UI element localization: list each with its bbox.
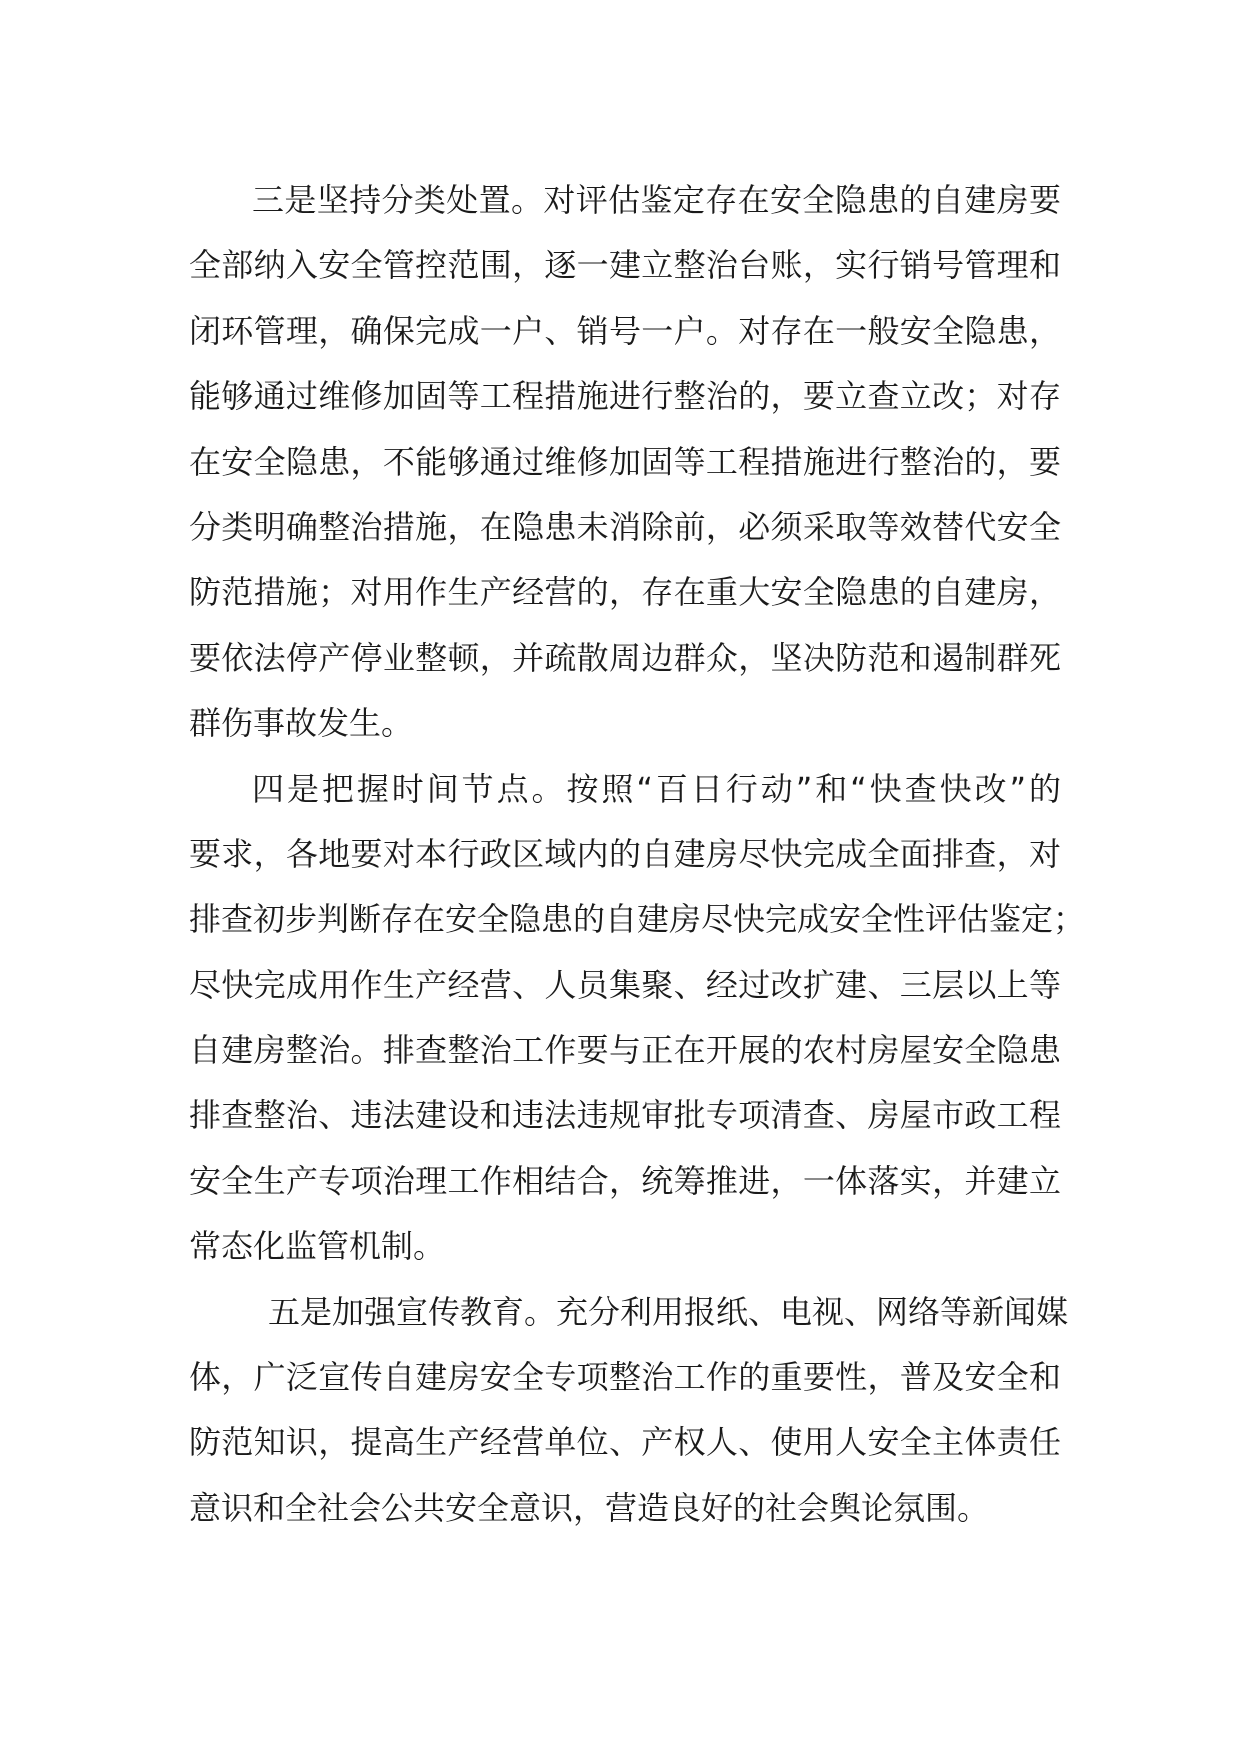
paragraph-time-nodes	[189, 757, 1086, 1280]
text-line: 意识和全社会公共安全意识，营造良好的社会舆论氛围。	[189, 1488, 990, 1527]
text-line: 防范知识，提高生产经营单位、产权人、使用人安全主体责任	[189, 1423, 1061, 1462]
document-body	[189, 168, 1086, 1541]
text-line: 常态化监管机制。	[189, 1227, 446, 1266]
text-line: 要依法停产停业整顿，并疏散周边群众，坚决防范和遏制群死	[189, 638, 1061, 677]
text-line: 尽快完成用作生产经营、人员集聚、经过改扩建、三层以上等	[189, 965, 1061, 1004]
text-line: 排查初步判断存在安全隐患的自建房尽快完成安全性评估鉴定；	[189, 900, 1086, 939]
text-line: 全部纳入安全管控范围，逐一建立整治台账，实行销号管理和	[189, 246, 1061, 285]
text-line: 安全生产专项治理工作相结合，统筹推进，一体落实，并建立	[189, 1161, 1061, 1200]
text-line: 自建房整治。排查整治工作要与正在开展的农村房屋安全隐患	[189, 1031, 1061, 1070]
text-line: 群伤事故发生。	[189, 704, 414, 743]
text-line: 三是坚持分类处置。对评估鉴定存在安全隐患的自建房要	[252, 181, 1061, 219]
text-line: 五是加强宣传教育。充分利用报纸、电视、网络等新闻媒	[268, 1292, 1069, 1331]
text-line: 闭环管理，确保完成一户、销号一户。对存在一般安全隐患，	[189, 311, 1061, 350]
text-line: 在安全隐患，不能够通过维修加固等工程措施进行整治的，要	[189, 442, 1061, 481]
text-line: 体，广泛宣传自建房安全专项整治工作的重要性，普及安全和	[189, 1358, 1061, 1397]
text-line: 防范措施；对用作生产经营的，存在重大安全隐患的自建房，	[189, 573, 1061, 612]
text-line: 能够通过维修加固等工程措施进行整治的，要立查立改；对存	[189, 377, 1061, 416]
paragraph-publicity-education	[189, 1280, 1069, 1542]
text-line: 分类明确整治措施，在隐患未消除前，必须采取等效替代安全	[189, 507, 1061, 546]
text-line: 四是把握时间节点。按照“百日行动”和“快查快改”的	[252, 769, 1061, 808]
text-line: 要求，各地要对本行政区域内的自建房尽快完成全面排查，对	[189, 834, 1061, 873]
text-line: 排查整治、违法建设和违法违规审批专项清查、房屋市政工程	[189, 1096, 1061, 1135]
paragraph-classified-handling	[189, 168, 1061, 757]
